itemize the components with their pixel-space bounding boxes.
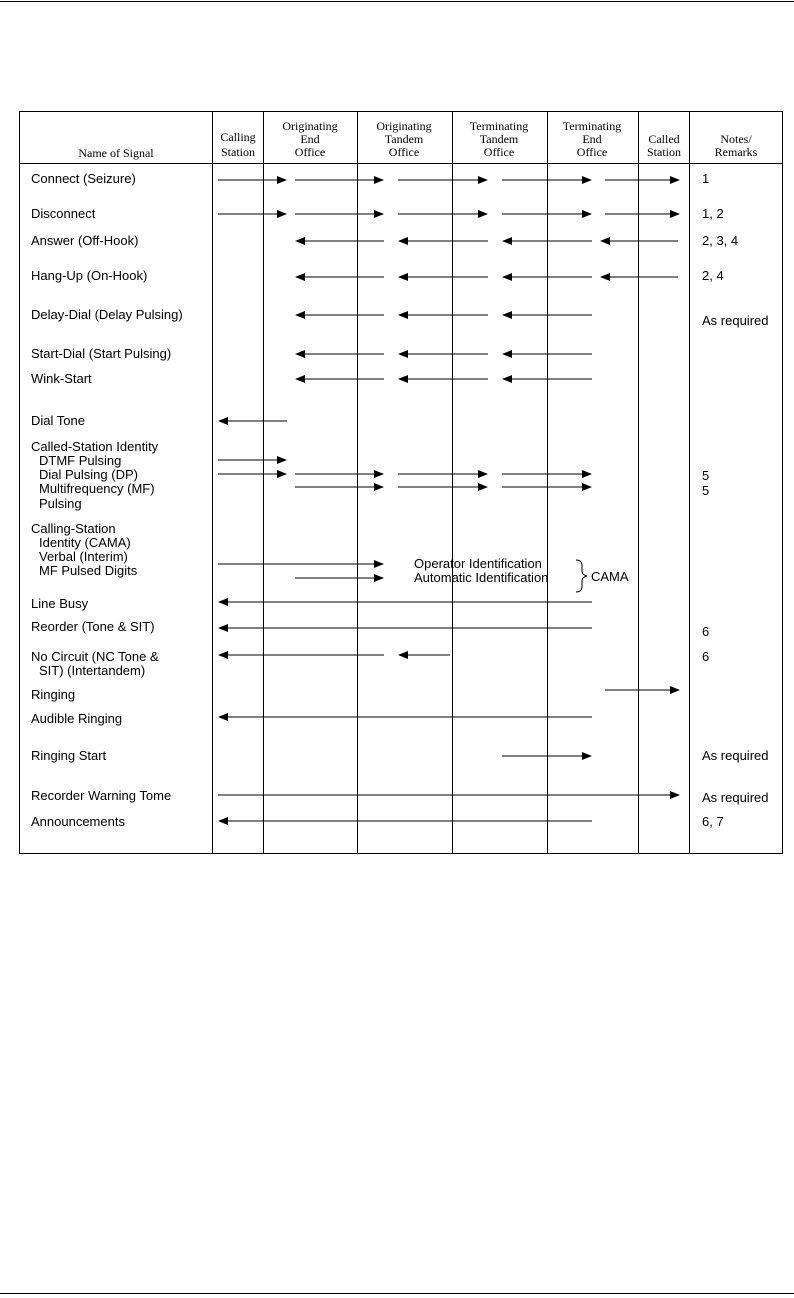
signal-name: No Circuit (NC Tone & — [31, 649, 159, 664]
arrow-head — [398, 651, 408, 659]
arrow-head — [295, 350, 305, 358]
arrow-head — [374, 483, 384, 491]
signal-name: Answer (Off-Hook) — [31, 233, 139, 248]
header-terminating-end-office-line2: End — [582, 132, 602, 146]
signal-name: Ringing — [31, 687, 76, 702]
signal-name: SIT) (Intertandem) — [39, 663, 146, 678]
signal-name: MF Pulsed Digits — [39, 563, 138, 578]
signal-name: Recorder Warning Tome — [31, 788, 172, 803]
arrow-head — [295, 273, 305, 281]
signal-name: Called-Station Identity — [31, 439, 159, 454]
signal-name: Start-Dial (Start Pulsing) — [31, 346, 172, 361]
note-text: 2, 3, 4 — [702, 233, 739, 248]
header-originating-end-office-line3: Office — [294, 145, 326, 159]
signal-name: Announcements — [31, 814, 125, 829]
header-calling-station-line2: Station — [220, 145, 256, 159]
arrow-head — [374, 210, 384, 218]
arrow-head — [670, 210, 680, 218]
header-name-of-signal: Name of Signal — [78, 146, 154, 160]
arrow-head — [398, 375, 408, 383]
note-text: 1, 2 — [702, 206, 724, 221]
header-terminating-end-office-line1: Terminating — [562, 119, 622, 133]
arrow-head — [295, 237, 305, 245]
header-originating-tandem-office-line3: Office — [388, 145, 420, 159]
automatic-identification-label: Automatic Identification — [414, 570, 549, 585]
signal-name: Connect (Seizure) — [31, 171, 136, 186]
arrow-head — [600, 237, 610, 245]
arrow-head — [502, 237, 512, 245]
arrow-head — [582, 210, 592, 218]
arrow-head — [502, 311, 512, 319]
arrow-head — [502, 273, 512, 281]
arrow-group — [218, 176, 680, 825]
signal-name: Identity (CAMA) — [39, 535, 131, 550]
operator-identification-label: Operator Identification — [414, 556, 542, 571]
note-text: 6 — [702, 624, 710, 639]
arrow-head — [670, 176, 680, 184]
note-text: 5 — [702, 468, 710, 483]
arrow-head — [582, 470, 592, 478]
note-text: 6, 7 — [702, 814, 724, 829]
arrow-head — [582, 483, 592, 491]
arrow-head — [374, 560, 384, 568]
header-calling-station-line1: Calling — [220, 130, 256, 144]
arrow-head — [478, 176, 488, 184]
arrow-head — [398, 273, 408, 281]
arrow-head — [374, 176, 384, 184]
signal-name: Dial Tone — [31, 413, 85, 428]
note-text: As required — [702, 313, 769, 328]
header-called-station-line1: Called — [648, 132, 680, 146]
signal-name: Wink-Start — [31, 371, 92, 386]
signal-name: Calling-Station — [31, 521, 116, 536]
signal-name: Dial Pulsing (DP) — [39, 467, 138, 482]
arrow-head — [670, 686, 680, 694]
arrow-head — [218, 817, 228, 825]
signal-name: Delay-Dial (Delay Pulsing) — [31, 307, 183, 322]
arrow-head — [277, 470, 287, 478]
arrow-head — [218, 598, 228, 606]
note-text: 5 — [702, 483, 710, 498]
cama-brace — [576, 560, 587, 592]
header-terminating-tandem-office-line1: Terminating — [469, 119, 529, 133]
arrow-head — [398, 350, 408, 358]
header-terminating-tandem-office-line2: Tandem — [479, 132, 519, 146]
header-called-station-line2: Station — [646, 145, 682, 159]
header-originating-tandem-office-line1: Originating — [376, 119, 432, 133]
signal-name: DTMF Pulsing — [39, 453, 122, 468]
arrow-head — [478, 483, 488, 491]
note-text: 6 — [702, 649, 710, 664]
arrow-head — [670, 791, 680, 799]
arrow-head — [478, 470, 488, 478]
arrow-head — [277, 210, 287, 218]
cama-label: CAMA — [591, 569, 629, 584]
arrow-head — [582, 176, 592, 184]
arrow-head — [582, 752, 592, 760]
arrow-head — [374, 470, 384, 478]
header-notes-line2: Remarks — [714, 145, 758, 159]
signal-name: Line Busy — [31, 596, 89, 611]
arrow-head — [218, 713, 228, 721]
signal-name: Audible Ringing — [31, 711, 123, 726]
signal-name: Verbal (Interim) — [39, 549, 128, 564]
arrow-head — [502, 375, 512, 383]
arrow-head — [277, 176, 287, 184]
arrow-head — [295, 375, 305, 383]
header-originating-end-office-line2: End — [300, 132, 320, 146]
signal-name: Pulsing — [39, 496, 82, 511]
arrow-head — [398, 237, 408, 245]
arrow-head — [374, 574, 384, 582]
arrow-head — [502, 350, 512, 358]
signal-name: Multifrequency (MF) — [39, 481, 155, 496]
arrow-head — [478, 210, 488, 218]
signal-name: Hang-Up (On-Hook) — [31, 268, 148, 283]
arrow-head — [600, 273, 610, 281]
header-notes-line1: Notes/ — [720, 132, 752, 146]
note-text: 1 — [702, 171, 710, 186]
arrow-head — [277, 456, 287, 464]
signal-name: Ringing Start — [31, 748, 107, 763]
arrow-head — [218, 624, 228, 632]
arrow-head — [218, 417, 228, 425]
header-terminating-end-office-line3: Office — [576, 145, 608, 159]
arrow-head — [295, 311, 305, 319]
arrow-head — [398, 311, 408, 319]
note-text: 2, 4 — [702, 268, 724, 283]
header-originating-tandem-office-line2: Tandem — [384, 132, 424, 146]
signal-name: Reorder (Tone & SIT) — [31, 619, 155, 634]
signal-name: Disconnect — [31, 206, 96, 221]
note-text: As required — [702, 748, 769, 763]
arrow-head — [218, 651, 228, 659]
header-terminating-tandem-office-line3: Office — [483, 145, 515, 159]
header-originating-end-office-line1: Originating — [282, 119, 338, 133]
note-text: As required — [702, 790, 769, 805]
